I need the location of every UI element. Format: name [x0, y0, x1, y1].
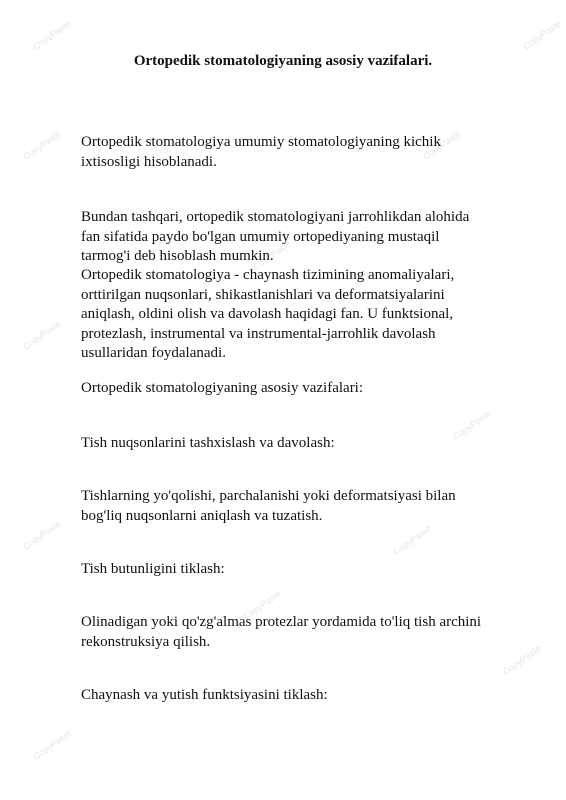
- paragraph-definition: Ortopedik stomatologiya - chaynash tizimining anomaliyalari, orttirilgan nuqsonlari, shikastlanishlari va deformatsiyalarini aniqlash, oldini olish va davolash haqidagi fan. U funktsional, protezlash, instrumental va instrumental-jarrohlik davolash usullaridan foydalanadi.: [81, 267, 455, 361]
- paragraph-tasks-heading: Ortopedik stomatologiyaning asosiy vazifalari:: [81, 380, 364, 396]
- paragraph-task-diagnosis-detail: Tishlarning yo'qolishi, parchalanishi yoki deformatsiyasi bilan bog'liq nuqsonlarni aniqlash va tuzatish.: [81, 488, 456, 524]
- watermark: CopyPaste: [21, 318, 63, 352]
- watermark: CopyPaste: [451, 408, 493, 442]
- watermark: CopyPaste: [501, 643, 543, 677]
- watermark: CopyPaste: [21, 128, 63, 162]
- watermark: CopyPaste: [21, 518, 63, 552]
- watermark: CopyPaste: [241, 588, 283, 622]
- paragraph-intro: Ortopedik stomatologiya umumiy stomatologiyaning kichik ixtisosligi hisoblanadi.: [81, 134, 441, 170]
- paragraph-task-restore-detail: Olinadigan yoki qo'zg'almas protezlar yordamida to'liq tish archini rekonstruksiya qilish.: [81, 614, 482, 650]
- paragraph-branch: Bundan tashqari, ortopedik stomatologiyani jarrohlikdan alohida fan sifatida paydo bo'lgan umumiy ortopediyaning mustaqil tarmog'i deb hisoblash mumkin.: [81, 209, 470, 264]
- watermark: CopyPaste: [391, 523, 433, 557]
- document-title: Ortopedik stomatologiyaning asosiy vazifalari.: [133, 53, 433, 69]
- paragraph-task-diagnosis: Tish nuqsonlarini tashxislash va davolash:: [81, 435, 335, 451]
- watermark: CopyPaste: [251, 238, 293, 272]
- paragraph-task-chewing: Chaynash va yutish funktsiyasini tiklash:: [81, 687, 328, 703]
- watermark: CopyPaste: [421, 128, 463, 162]
- watermark: CopyPaste: [521, 18, 563, 52]
- paragraph-task-restore: Tish butunligini tiklash:: [81, 561, 225, 577]
- watermark: CopyPaste: [31, 728, 73, 762]
- watermark: CopyPaste: [31, 18, 73, 52]
